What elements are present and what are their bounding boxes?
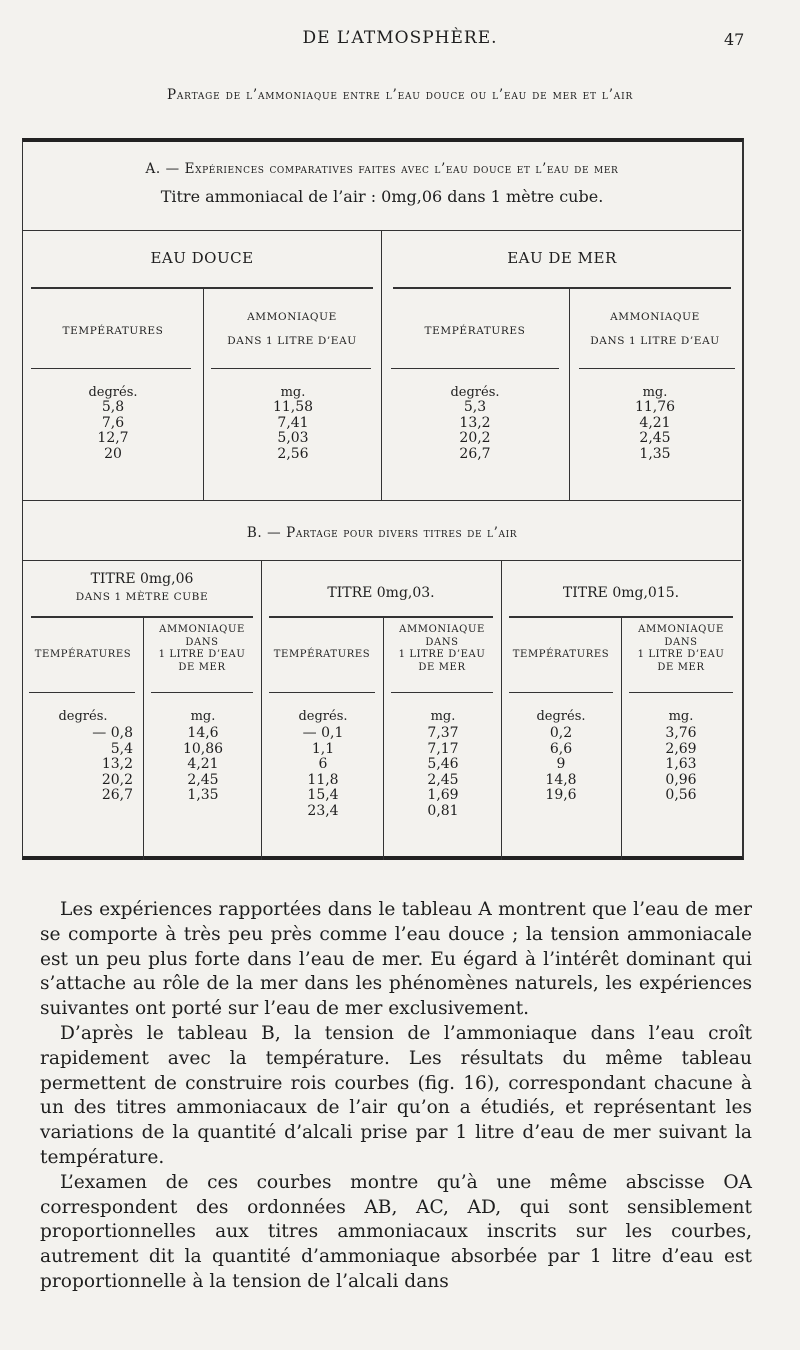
group-eau-de-mer: EAU DE MER: [507, 249, 617, 267]
b-g1-temp-unit: degrés.: [58, 709, 108, 724]
b-g3-ammo-header: AMMONIAQUE DANS 1 LITRE D’EAU DE MER: [637, 624, 725, 673]
page-number: 47: [724, 30, 745, 49]
b-g3-ammo-values: [631, 726, 731, 804]
a-mer-ammo-unit: mg.: [642, 385, 668, 400]
value-cell: 7,6: [101, 414, 125, 431]
value-cell: 5,3: [463, 399, 487, 415]
b-g2-ammo-values: [393, 726, 493, 820]
value-cell: 1,35: [639, 445, 671, 462]
value-cell: 6: [318, 756, 328, 773]
value-cell: 4,21: [639, 414, 671, 431]
group-eau-douce: EAU DOUCE: [150, 249, 254, 267]
value-cell: 2,45: [639, 430, 671, 447]
paragraph-2: D’après le tableau B, la tension de l’ammoniaque dans l’eau croît rapidement avec la température. Les résultats du même tableau permettent de construire rois courbes (fig. 16), correspondant chacune à un des titres ammoniacaux de l’air qu’on a étudiés, et représentant les variations de la quantité d’alcali prise par 1 litre d’eau de mer suivant la température.: [40, 1022, 752, 1168]
b-titre-1-subtitle: DANS 1 MÈTRE CUBE: [75, 591, 209, 603]
value-cell: 7,37: [427, 725, 459, 741]
b-g3-ammo-unit: mg.: [668, 709, 694, 724]
page-subtitle: Partage de l’ammoniaque entre l’eau douce ou l’eau de mer et l’air: [166, 87, 634, 103]
value-cell: 14,6: [187, 725, 219, 741]
value-cell: 1,1: [311, 740, 335, 757]
value-cell: 4,21: [187, 756, 219, 773]
a-douce-ammo-unit: mg.: [280, 385, 306, 400]
value-cell: 1,63: [665, 756, 697, 773]
value-cell: 14,8: [545, 771, 577, 788]
value-cell: 12,7: [97, 430, 129, 447]
value-cell: 1,69: [427, 787, 459, 804]
value-cell: 0,81: [427, 802, 459, 819]
value-cell: 7,17: [427, 740, 459, 757]
a-douce-ammo-header-line2: DANS 1 LITRE D’EAU: [227, 335, 357, 347]
b-titre-3: TITRE 0mg,015.: [562, 585, 680, 601]
b-g1-temp-values: [33, 726, 133, 804]
table-a-caption: Titre ammoniacal de l’air : 0mg,06 dans 1 mètre cube.: [160, 187, 604, 206]
value-cell: 6,6: [549, 740, 573, 757]
value-cell: 11,58: [272, 399, 314, 415]
value-cell: 0,96: [665, 771, 697, 788]
b-g1-ammo-values: [153, 726, 253, 804]
b-g2-ammo-header: AMMONIAQUE DANS 1 LITRE D’EAU DE MER: [398, 624, 486, 673]
value-cell: — 0,8: [92, 725, 133, 741]
a-mer-ammo-values: [595, 400, 715, 462]
table-a-title: A. — Expériences comparatives faites avec l’eau douce et l’eau de mer: [145, 161, 619, 177]
value-cell: 23,4: [307, 802, 339, 819]
value-cell: 15,4: [307, 787, 339, 804]
b-titre-1: TITRE 0mg,06: [90, 571, 194, 587]
value-cell: 0,2: [549, 725, 573, 741]
value-cell: 20,2: [101, 771, 133, 788]
table-b-title: B. — Partage pour divers titres de l’air: [246, 525, 518, 541]
a-mer-temp-unit: degrés.: [450, 385, 500, 400]
value-cell: 20: [104, 445, 122, 462]
paragraph-1: Les expériences rapportées dans le tableau A montrent que l’eau de mer se comporte à très peu près comme l’eau douce ; la tension ammoniacale est un peu plus forte dans l’eau de mer. Eu égard à l’intérêt dominant qui s’attache au rôle de la mer dans les phénomènes naturels, les expériences suivantes ont porté sur l’eau de mer exclusivement.: [40, 899, 752, 1020]
a-mer-ammo-header-line1: AMMONIAQUE: [610, 311, 700, 323]
value-cell: 2,45: [187, 771, 219, 788]
a-mer-temp-values: [415, 400, 535, 462]
value-cell: 2,45: [427, 771, 459, 788]
running-header: DE L’ATMOSPHÈRE.: [302, 28, 498, 48]
value-cell: 2,56: [277, 445, 309, 462]
value-cell: 5,4: [110, 740, 133, 757]
value-cell: 5,8: [101, 399, 125, 415]
b-g3-temp-values: [511, 726, 611, 804]
value-cell: — 0,1: [302, 725, 344, 741]
b-g2-temp-values: [273, 726, 373, 820]
data-tables-frame: [22, 138, 744, 860]
value-cell: 10,86: [182, 740, 224, 757]
value-cell: 13,2: [101, 756, 133, 773]
value-cell: 0,56: [665, 787, 697, 804]
value-cell: 1,35: [187, 787, 219, 804]
value-cell: 26,7: [101, 787, 133, 804]
b-g1-ammo-header: AMMONIAQUE DANS 1 LITRE D’EAU DE MER: [158, 624, 246, 673]
b-g3-temp-header: TEMPÉRATURES: [512, 649, 610, 660]
a-douce-temp-unit: degrés.: [88, 385, 138, 400]
a-douce-temp-header: TEMPÉRATURES: [62, 325, 164, 337]
value-cell: 5,46: [427, 756, 459, 773]
value-cell: 2,69: [665, 740, 697, 757]
value-cell: 5,03: [277, 430, 309, 447]
b-g2-ammo-unit: mg.: [430, 709, 456, 724]
b-titre-2: TITRE 0mg,03.: [327, 585, 435, 601]
value-cell: 19,6: [545, 787, 577, 804]
a-douce-ammo-header-line1: AMMONIAQUE: [247, 311, 337, 323]
value-cell: 13,2: [459, 414, 491, 431]
value-cell: 20,2: [459, 430, 491, 447]
value-cell: 11,76: [634, 399, 676, 415]
value-cell: 26,7: [459, 445, 491, 462]
body-text: [40, 898, 752, 1295]
a-douce-ammo-values: [233, 400, 353, 462]
b-g1-ammo-unit: mg.: [190, 709, 216, 724]
value-cell: 11,8: [307, 771, 339, 788]
a-douce-temp-values: [53, 400, 173, 462]
paragraph-3: L’examen de ces courbes montre qu’à une même abscisse OA correspondent des ordonnées AB, AC, AD, qui sont sensiblement proportionnelles aux titres ammoniacaux inscrits sur les courbes, autrement dit la quantité d’ammoniaque absorbée par 1 litre d’eau est proportionnelle à la tension de l’alcali dans: [40, 1171, 752, 1292]
value-cell: 7,41: [277, 414, 309, 431]
value-cell: 3,76: [665, 725, 697, 741]
b-g1-temp-header: TEMPÉRATURES: [34, 649, 132, 660]
b-g2-temp-unit: degrés.: [298, 709, 348, 724]
b-g2-temp-header: TEMPÉRATURES: [273, 649, 371, 660]
value-cell: 9: [556, 756, 566, 773]
b-g3-temp-unit: degrés.: [536, 709, 586, 724]
a-mer-temp-header: TEMPÉRATURES: [424, 325, 526, 337]
a-mer-ammo-header-line2: DANS 1 LITRE D’EAU: [590, 335, 720, 347]
